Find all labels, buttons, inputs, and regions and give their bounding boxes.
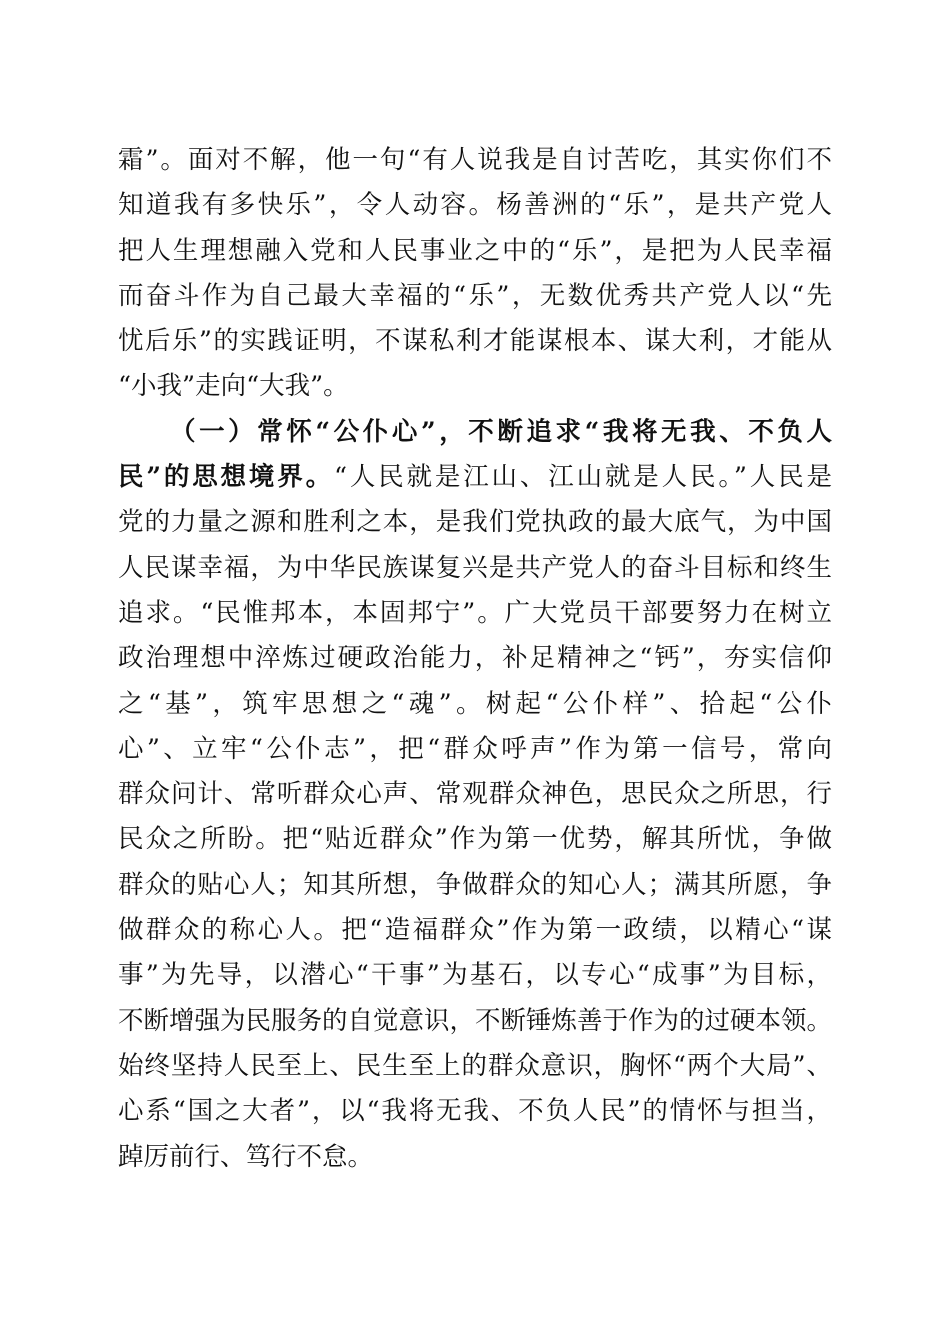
text-line: 霜”。面对不解，他一句“有人说我是自讨苦吃，其实你们不	[118, 145, 832, 175]
text-line: 党的力量之源和胜利之本，是我们党执政的最大底气，为中国	[118, 507, 832, 538]
text-line: 之“基”，筑牢思想之“魂”。树起“公仆样”、拾起“公仆	[118, 688, 832, 719]
text-line: 知道我有多快乐”，令人动容。杨善洲的“乐”，是共产党人	[118, 190, 832, 221]
text-line: 事”为先导，以潜心“干事”为基石，以专心“成事”为目标，	[118, 960, 832, 991]
paragraph-2	[118, 410, 832, 1180]
text-line: 做群众的称心人。把“造福群众”作为第一政绩，以精心“谋	[118, 915, 832, 946]
text-fragment: “人民就是江山、江山就是人民。”人民是	[333, 462, 832, 493]
text-line: 始终坚持人民至上、民生至上的群众意识，胸怀“两个大局”、	[118, 1050, 832, 1081]
text-line: “小我”走向“大我”。	[118, 371, 349, 402]
text-line: 追求。“民惟邦本，本固邦宁”。广大党员干部要努力在树立	[118, 597, 832, 628]
section-heading: （一）常怀“公仆心”，不断追求“我将无我、不负人	[170, 416, 832, 447]
text-line: 群众问计、常听群众心声、常观群众神色，思民众之所思，行	[118, 779, 832, 810]
text-line: 心系“国之大者”，以“我将无我、不负人民”的情怀与担当，	[118, 1096, 832, 1127]
text-line: 人民谋幸福，为中华民族谋复兴是共产党人的奋斗目标和终生	[118, 552, 832, 583]
section-heading-continued: 民”的思想境界。	[118, 462, 334, 493]
paragraph-1	[118, 138, 832, 410]
text-line: 把人生理想融入党和人民事业之中的“乐”，是把为人民幸福	[118, 235, 832, 266]
text-line	[118, 455, 832, 500]
text-line: 忧后乐”的实践证明，不谋私利才能谋根本、谋大利，才能从	[118, 326, 832, 357]
text-line: 心”、立牢“公仆志”，把“群众呼声”作为第一信号，常向	[118, 733, 832, 764]
text-line: 民众之所盼。把“贴近群众”作为第一优势，解其所忧，争做	[118, 824, 832, 855]
text-line: 不断增强为民服务的自觉意识，不断锤炼善于作为的过硬本领。	[118, 1005, 833, 1036]
text-line: 政治理想中淬炼过硬政治能力，补足精神之“钙”，夯实信仰	[118, 643, 832, 674]
text-line: 踔厉前行、笃行不怠。	[118, 1141, 374, 1172]
text-line: 而奋斗作为自己最大幸福的“乐”，无数优秀共产党人以“先	[118, 280, 832, 311]
document-page	[118, 138, 832, 1180]
text-line: 群众的贴心人；知其所想，争做群众的知心人；满其所愿，争	[118, 869, 832, 900]
